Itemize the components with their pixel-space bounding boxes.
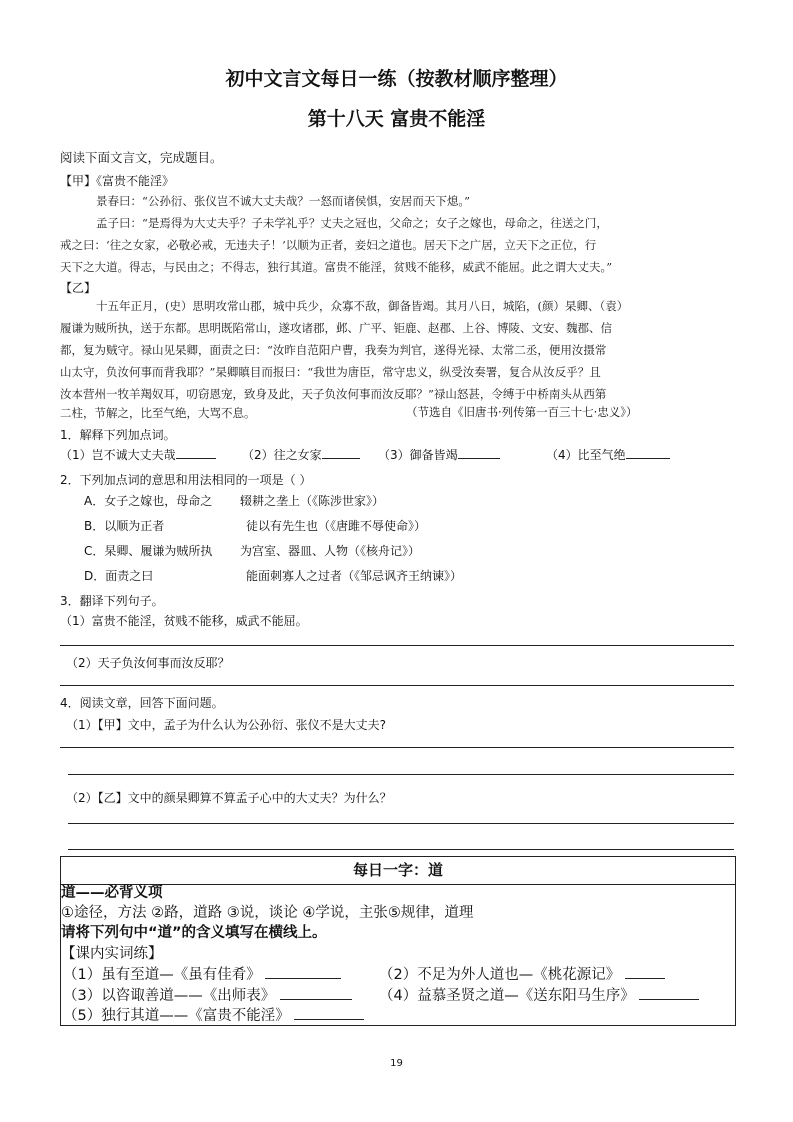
box-meaning-title: 道——必背义项 xyxy=(61,885,163,901)
passage-b-line: 汝本营州一牧羊羯奴耳，叨窃恩宠，致身及此，天子负汝何事而汝反耶？”禄山怒甚，令缚于中桥南头从西第 xyxy=(60,387,607,401)
answer-blank[interactable] xyxy=(280,999,352,1000)
q1-item: （1）岂不诚大丈夫哉 xyxy=(60,448,176,462)
q1-item: （3）御备皆竭 xyxy=(378,448,458,462)
passage-b-label: 【乙】 xyxy=(60,281,97,295)
q2-option-c-right: 为宫室、器皿、人物（《核舟记》） xyxy=(240,544,421,558)
q3-item: （1）富贵不能淫，贫贱不能移，威武不能屈。 xyxy=(60,614,308,628)
box-item: （1）虽有至道—《虽有佳肴》 xyxy=(63,967,261,983)
question-1-title: 1．解释下列加点词。 xyxy=(60,428,176,442)
passage-b-line: 十五年正月，(史）思明攻常山郡，城中兵少，众寡不敌，御备皆竭。其月八日，城陷，(颜）杲卿、（袁） xyxy=(96,299,629,313)
answer-line[interactable] xyxy=(60,645,734,646)
q4-item: （1）【甲】文中，孟子为什么认为公孙衍、张仪不是大丈夫? xyxy=(66,718,387,732)
q2-option-a-right: 辍耕之垄上（《陈涉世家》） xyxy=(240,494,385,508)
q1-item: （4）比至气绝 xyxy=(546,448,626,462)
answer-blank[interactable] xyxy=(322,458,360,459)
answer-blank[interactable] xyxy=(639,999,699,1000)
passage-a-line: 戒之曰：‘往之女家，必敬必戒，无违夫子！’以顺为正者，妾妇之道也。居天下之广居，立天下之正位，行 xyxy=(60,238,597,252)
answer-blank[interactable] xyxy=(176,458,216,459)
q4-item: （2）【乙】文中的颜杲卿算不算孟子心中的大丈夫？为什么？ xyxy=(66,791,392,805)
passage-a-line: 天下之大道。得志，与民由之；不得志，独行其道。富贵不能淫，贫贱不能移，威武不能屈。此之谓大丈夫。” xyxy=(60,260,613,274)
box-item: （4）益慕圣贤之道—《送东阳马生序》 xyxy=(379,988,635,1004)
answer-blank[interactable] xyxy=(294,1019,364,1020)
answer-blank[interactable] xyxy=(626,458,670,459)
passage-b-source: （节选自《旧唐书·列传第一百三十七·忠义》） xyxy=(406,405,638,419)
answer-line[interactable] xyxy=(60,747,734,748)
answer-line[interactable] xyxy=(68,774,734,775)
answer-blank[interactable] xyxy=(458,458,500,459)
passage-b-line: 履谦为贼所执，送于东都。思明既陷常山，遂攻诸郡，邺、广平、钜鹿、赵郡、上谷、博陵、文安、魏郡、信 xyxy=(60,321,612,335)
box-practice-label: 【课内实词练】 xyxy=(61,946,163,962)
passage-b-line: 二柱，节解之，比至气绝，大骂不息。 xyxy=(60,406,256,420)
question-3-title: 3．翻译下列句子。 xyxy=(60,594,164,608)
daily-character-box xyxy=(60,856,736,1026)
box-instruction: 请将下列句中“道”的含义填写在横线上。 xyxy=(61,925,327,941)
page-title: 初中文言文每日一练（按教材顺序整理） xyxy=(225,68,568,90)
answer-blank[interactable] xyxy=(625,978,665,979)
answer-line[interactable] xyxy=(68,823,734,824)
question-4-title: 4．阅读文章，回答下面问题。 xyxy=(60,696,224,710)
answer-line[interactable] xyxy=(60,685,734,686)
answer-line[interactable] xyxy=(68,849,734,850)
box-meanings: ①途径，方法 ②路，道路 ③说，谈论 ④学说，主张⑤规律，道理 xyxy=(61,905,474,921)
answer-blank[interactable] xyxy=(265,978,341,979)
q3-item: （2）天子负汝何事而汝反耶？ xyxy=(66,656,230,670)
box-item: （2）不足为外人道也—《桃花源记》 xyxy=(379,967,621,983)
q2-option-b-right: 徒以有先生也（《唐雎不辱使命》） xyxy=(246,519,427,533)
passage-a-line: 景春曰：“公孙衍、张仪岂不诚大丈夫哉？一怒而诸侯惧，安居而天下熄。” xyxy=(96,194,471,208)
passage-a-label: 【甲】《富贵不能淫》 xyxy=(60,174,175,188)
page-number: 19 xyxy=(390,1058,403,1069)
q1-item: （2）往之女家 xyxy=(242,448,322,462)
q2-option-c-left: C．杲卿、履谦为贼所执 xyxy=(84,544,213,558)
box-heading: 每日一字：道 xyxy=(61,857,735,885)
q2-option-b-left: B．以顺为正者 xyxy=(84,519,165,533)
box-item: （5）独行其道——《富贵不能淫》 xyxy=(63,1008,290,1024)
intro-text: 阅读下面文言文，完成题目。 xyxy=(60,150,223,165)
passage-b-line: 山太守，负汝何事而背我耶？”杲卿瞋目而报曰：“我世为唐臣，常守忠义，纵受汝奏署，复合从汝反乎？且 xyxy=(60,365,601,379)
page-subtitle: 第十八天 富贵不能淫 xyxy=(307,108,486,130)
q2-option-d-left: D．面责之曰 xyxy=(84,569,154,583)
q2-option-a-left: A．女子之嫁也，母命之 xyxy=(84,494,213,508)
passage-b-line: 都，复为贼守。禄山见杲卿，面责之曰：“汝昨自范阳户曹，我奏为判官，遂得光禄、太常二丞，便用汝摄常 xyxy=(60,343,607,357)
box-item: （3）以咨诹善道——《出师表》 xyxy=(63,988,276,1004)
passage-a-line: 孟子曰：“是焉得为大丈夫乎？子未学礼乎？丈夫之冠也，父命之；女子之嫁也，母命之，往送之门， xyxy=(96,216,608,230)
q2-option-d-right: 能面刺寡人之过者（《邹忌讽齐王纳谏》） xyxy=(246,569,463,583)
question-2-title: 2．下列加点词的意思和用法相同的一项是（ ） xyxy=(60,473,312,487)
